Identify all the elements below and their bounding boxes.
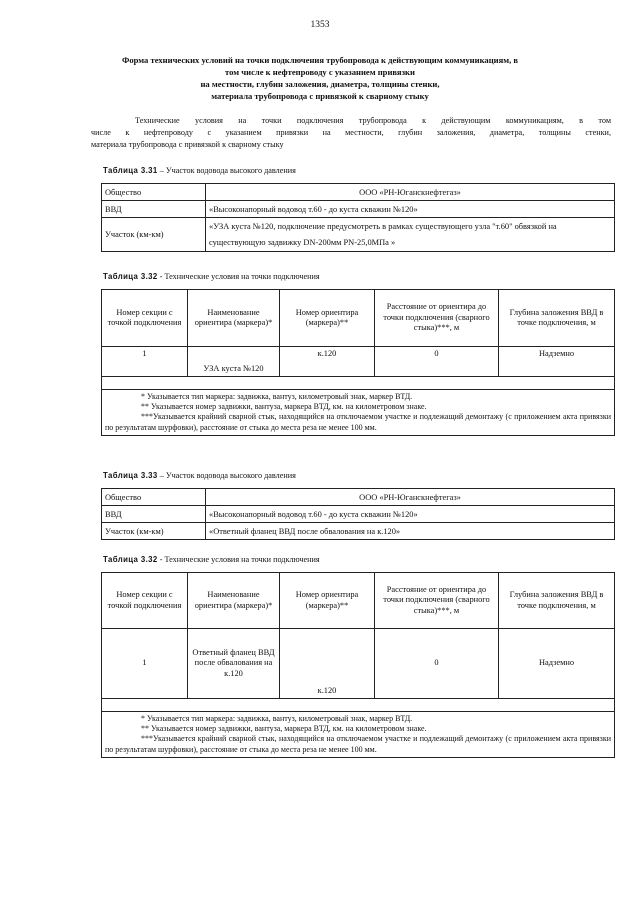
table-cell: Надземно — [499, 347, 615, 377]
table-row — [102, 218, 615, 252]
table-caption-text: – Участок водовода высокого давления — [157, 166, 296, 175]
column-header: Расстояние от ориентира до точки подключения (сварного стыка)***, м — [375, 573, 499, 629]
table-cell: ООО «РН-Юганскнефтегаз» — [206, 489, 615, 506]
table-cell: 0 — [375, 347, 499, 377]
column-header: Глубина заложения ВВД в точке подключения, м — [499, 290, 615, 347]
table-cell: ООО «РН-Юганскнефтегаз» — [206, 184, 615, 201]
connection-conditions-table — [101, 572, 615, 758]
table-row — [102, 629, 615, 699]
title-line: Форма технических условий на точки подключения трубопровода к действующим коммуникациям, в — [121, 55, 519, 65]
table-caption-text: - Технические условия на точки подключения — [157, 272, 320, 281]
table-cell: к.120 — [280, 629, 375, 699]
footnotes — [102, 390, 615, 436]
table-row — [102, 184, 615, 201]
footnote: ** Указывается номер задвижки, вантуза, маркера ВТД, км. на километровом знаке. — [141, 724, 427, 734]
column-header: Глубина заложения ВВД в точке подключения, м — [499, 573, 615, 629]
table-row — [102, 523, 615, 540]
table-cell: «УЗА куста №120, подключение предусмотреть в рамках существующего узла "т.60" обвязкой на существующую задвижку DN-200мм PN-25,0МПа » — [206, 218, 615, 252]
table-row — [102, 489, 615, 506]
table-number: Таблица 3.33 — [103, 471, 158, 480]
table-caption — [103, 166, 296, 175]
column-header: Номер ориентира (маркера)** — [280, 573, 375, 629]
empty-cell — [102, 699, 615, 712]
table-caption — [103, 272, 320, 281]
table-cell: 1 — [102, 629, 188, 699]
column-header: Номер ориентира (маркера)** — [280, 290, 375, 347]
column-header: Наименование ориентира (маркера)* — [188, 573, 280, 629]
title-line: на местности, глубин заложения, диаметра, толщины стенки, — [200, 79, 440, 89]
table-cell: УЗА куста №120 — [188, 347, 280, 377]
table-cell: «Высоконапорный водовод т.60 - до куста скважин №120» — [206, 506, 615, 523]
footnotes — [102, 712, 615, 758]
document-title — [96, 54, 544, 102]
connection-conditions-table — [101, 289, 615, 436]
table-caption-text: - Технические условия на точки подключения — [157, 555, 320, 564]
title-line: том числе к нефтепроводу с указанием привязки — [225, 67, 415, 77]
table-caption — [103, 555, 320, 564]
table-cell: Общество — [102, 489, 206, 506]
table-number: Таблица 3.31 — [103, 166, 158, 175]
table-cell: ВВД — [102, 201, 206, 218]
title-line: материала трубопровода с привязкой к сварному стыку — [211, 91, 429, 101]
table-caption — [103, 471, 296, 480]
table-number: Таблица 3.32 — [103, 555, 158, 564]
table-row — [102, 699, 615, 712]
table-cell: к.120 — [280, 347, 375, 377]
intro-line: Технические условия на точки подключения трубопровода к действующим коммуникациям, в том — [135, 116, 611, 125]
table-row — [102, 506, 615, 523]
table-header-row — [102, 573, 615, 629]
table-header-row — [102, 290, 615, 347]
footnote: ***Указывается крайний сварной стык, находящийся на отключаемом участке и подлежащий демонтажу (с приложением акта привязки по результатам шурфовки), расстояние от стыка до места реза не менее 100 мм. — [105, 734, 611, 754]
column-header: Номер секции с точкой подключения — [102, 573, 188, 629]
intro-line: материала трубопровода с привязкой к сварному стыку — [91, 140, 284, 149]
table-cell: Надземно — [499, 629, 615, 699]
footnote: * Указывается тип маркера: задвижка, вантуз, километровый знак, маркер ВТД. — [141, 714, 413, 723]
intro-line: числе к нефтепроводу с указанием привязки на местности, глубин заложения, диаметра, толщины стенки, — [91, 128, 611, 137]
table-cell: ВВД — [102, 506, 206, 523]
table-cell: 0 — [375, 629, 499, 699]
table-number: Таблица 3.32 — [103, 272, 158, 281]
column-header: Наименование ориентира (маркера)* — [188, 290, 280, 347]
footnote: * Указывается тип маркера: задвижка, вантуз, километровый знак, маркер ВТД. — [141, 392, 413, 401]
table-cell: Общество — [102, 184, 206, 201]
page-number: 1353 — [310, 20, 330, 30]
section-info-table — [101, 183, 615, 252]
notes-row — [102, 390, 615, 436]
table-cell: 1 — [102, 347, 188, 377]
notes-row — [102, 712, 615, 758]
intro-paragraph — [91, 115, 611, 151]
table-cell: Участок (км-км) — [102, 523, 206, 540]
table-row — [102, 377, 615, 390]
column-header: Расстояние от ориентира до точки подключения (сварного стыка)***, м — [375, 290, 499, 347]
footnote: ** Указывается номер задвижки, вантуза, маркера ВТД, км. на километровом знаке. — [141, 402, 427, 412]
table-cell: «Высоконапорный водовод т.60 - до куста скважин №120» — [206, 201, 615, 218]
footnote: ***Указывается крайний сварной стык, находящийся на отключаемом участке и подлежащий демонтажу (с приложением акта привязки по результатам шурфовки), расстояние от стыка до места реза не менее 100 мм. — [105, 412, 611, 432]
table-cell: «Ответный фланец ВВД после обвалования на к.120» — [206, 523, 615, 540]
table-cell: Участок (км-км) — [102, 218, 206, 252]
empty-cell — [102, 377, 615, 390]
table-caption-text: – Участок водовода высокого давления — [157, 471, 296, 480]
table-row — [102, 347, 615, 377]
column-header: Номер секции с точкой подключения — [102, 290, 188, 347]
section-info-table — [101, 488, 615, 540]
table-row — [102, 201, 615, 218]
table-cell: Ответный фланец ВВД после обвалования на к.120 — [188, 629, 280, 699]
